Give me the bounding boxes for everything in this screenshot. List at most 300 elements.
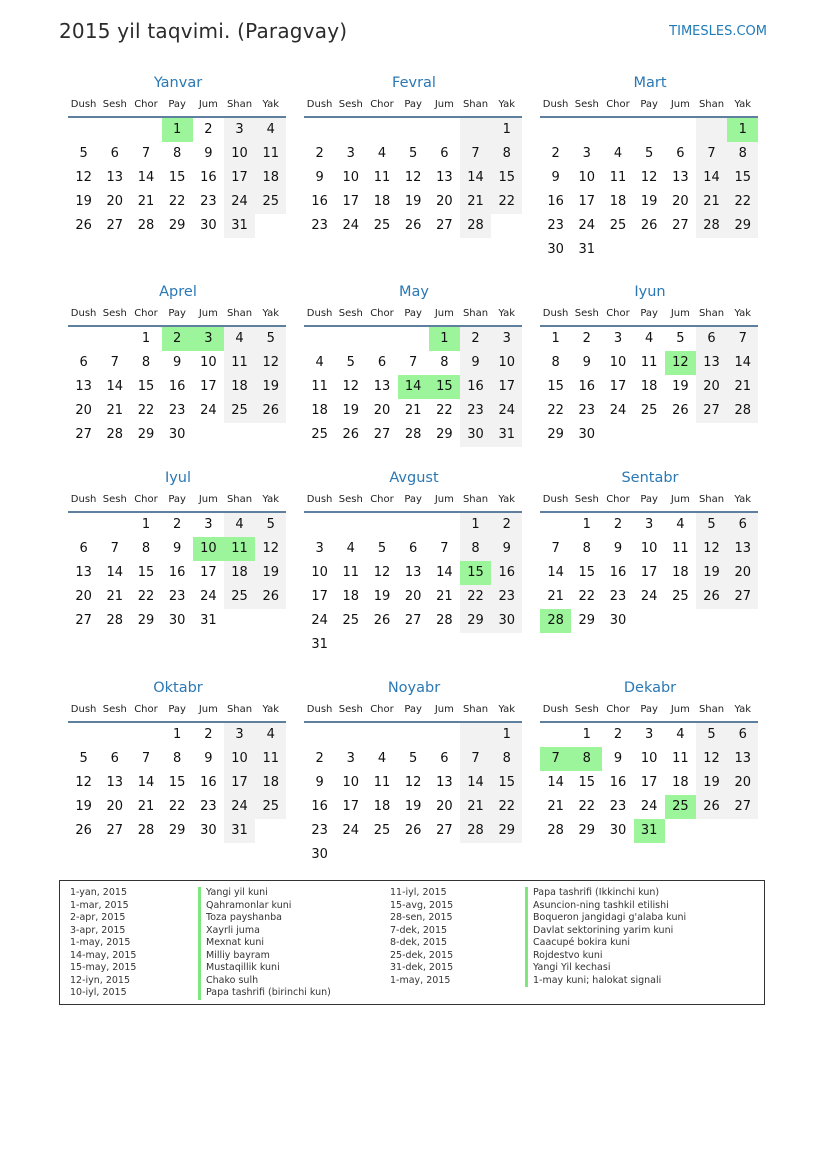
calendar-day[interactable]: 18 [672,775,689,790]
calendar-day[interactable]: 17 [342,799,360,814]
calendar-day[interactable]: 29 [578,823,596,838]
calendar-day[interactable]: 19 [696,771,727,795]
calendar-day[interactable]: 2 [315,751,324,766]
calendar-day[interactable]: 16 [609,565,627,580]
calendar-day[interactable]: 9 [173,355,182,370]
calendar-day[interactable]: 30 [491,609,522,633]
calendar-day[interactable]: 11 [255,747,286,771]
calendar-day[interactable]: 7 [141,751,151,766]
calendar-day[interactable]: 31 [491,423,522,447]
calendar-day[interactable]: 9 [613,751,623,766]
holiday-day[interactable]: 14 [398,375,429,399]
calendar-day[interactable]: 24 [342,218,360,233]
calendar-day[interactable]: 4 [377,146,387,161]
calendar-day[interactable]: 30 [609,823,627,838]
calendar-day[interactable]: 7 [460,142,491,166]
calendar-day[interactable]: 12 [696,747,727,771]
calendar-day[interactable]: 1 [141,517,151,532]
calendar-day[interactable]: 28 [460,214,491,238]
calendar-day[interactable]: 26 [696,585,727,609]
calendar-day[interactable]: 8 [173,751,182,766]
calendar-day[interactable]: 9 [173,541,182,556]
calendar-day[interactable]: 20 [436,799,453,814]
calendar-day[interactable]: 15 [727,166,758,190]
calendar-day[interactable]: 22 [137,403,155,418]
calendar-day[interactable]: 19 [342,403,360,418]
calendar-day[interactable]: 29 [137,613,155,628]
calendar-day[interactable]: 9 [582,355,591,370]
calendar-day[interactable]: 26 [75,218,92,233]
calendar-day[interactable]: 8 [173,146,182,161]
holiday-day[interactable]: 12 [665,351,696,375]
calendar-day[interactable]: 8 [460,537,491,561]
holiday-day[interactable]: 15 [429,375,460,399]
calendar-day[interactable]: 16 [168,379,186,394]
calendar-day[interactable]: 13 [106,775,124,790]
calendar-day[interactable]: 28 [106,613,124,628]
calendar-day[interactable]: 31 [311,637,328,652]
calendar-day[interactable]: 15 [168,775,186,790]
calendar-day[interactable]: 28 [727,399,758,423]
calendar-day[interactable]: 14 [137,775,155,790]
holiday-day[interactable]: 10 [193,537,224,561]
calendar-day[interactable]: 2 [613,727,623,742]
calendar-day[interactable]: 1 [141,331,151,346]
calendar-day[interactable]: 6 [696,327,727,351]
calendar-day[interactable]: 28 [404,427,422,442]
calendar-day[interactable]: 29 [168,823,186,838]
calendar-day[interactable]: 8 [141,541,151,556]
holiday-day[interactable]: 1 [727,118,758,142]
calendar-day[interactable]: 11 [609,170,627,185]
calendar-day[interactable]: 8 [440,355,449,370]
calendar-day[interactable]: 4 [224,327,255,351]
calendar-day[interactable]: 10 [342,170,360,185]
calendar-day[interactable]: 14 [106,565,124,580]
calendar-day[interactable]: 22 [547,403,564,418]
calendar-day[interactable]: 9 [613,541,623,556]
calendar-day[interactable]: 10 [640,541,658,556]
calendar-day[interactable]: 7 [460,747,491,771]
calendar-day[interactable]: 10 [342,775,360,790]
calendar-day[interactable]: 31 [224,214,255,238]
calendar-day[interactable]: 2 [204,727,213,742]
calendar-day[interactable]: 19 [75,799,92,814]
holiday-day[interactable]: 31 [634,819,665,843]
brand-link[interactable]: TIMESLES.COM [669,24,767,39]
calendar-day[interactable]: 31 [578,242,596,257]
calendar-day[interactable]: 6 [440,146,449,161]
calendar-day[interactable]: 19 [404,194,422,209]
calendar-day[interactable]: 6 [727,513,758,537]
holiday-day[interactable]: 15 [460,561,491,585]
calendar-day[interactable]: 5 [79,751,88,766]
calendar-day[interactable]: 22 [137,589,155,604]
calendar-day[interactable]: 12 [640,170,658,185]
calendar-day[interactable]: 13 [75,379,92,394]
holiday-day[interactable]: 11 [224,537,255,561]
calendar-day[interactable]: 15 [491,771,522,795]
calendar-day[interactable]: 9 [204,751,213,766]
calendar-day[interactable]: 24 [640,589,658,604]
calendar-day[interactable]: 27 [436,218,453,233]
calendar-day[interactable]: 24 [224,795,255,819]
calendar-day[interactable]: 2 [204,122,213,137]
calendar-day[interactable]: 16 [200,775,217,790]
calendar-day[interactable]: 1 [551,331,560,346]
calendar-day[interactable]: 25 [224,585,255,609]
calendar-day[interactable]: 10 [609,355,627,370]
calendar-day[interactable]: 24 [640,799,658,814]
calendar-day[interactable]: 19 [672,379,689,394]
holiday-day[interactable]: 25 [665,795,696,819]
calendar-day[interactable]: 10 [491,351,522,375]
calendar-day[interactable]: 3 [645,517,654,532]
calendar-day[interactable]: 26 [404,218,422,233]
calendar-day[interactable]: 4 [255,723,286,747]
calendar-day[interactable]: 27 [404,613,422,628]
calendar-day[interactable]: 12 [696,537,727,561]
calendar-day[interactable]: 15 [137,565,155,580]
calendar-day[interactable]: 4 [613,146,623,161]
calendar-day[interactable]: 27 [373,427,391,442]
calendar-day[interactable]: 11 [342,565,360,580]
calendar-day[interactable]: 21 [460,795,491,819]
calendar-day[interactable]: 29 [547,427,564,442]
calendar-day[interactable]: 25 [373,218,391,233]
calendar-day[interactable]: 3 [613,331,623,346]
calendar-day[interactable]: 13 [727,537,758,561]
calendar-day[interactable]: 8 [727,142,758,166]
calendar-day[interactable]: 5 [676,331,685,346]
calendar-day[interactable]: 26 [75,823,92,838]
calendar-day[interactable]: 17 [342,194,360,209]
calendar-day[interactable]: 23 [168,589,186,604]
calendar-day[interactable]: 3 [224,723,255,747]
calendar-day[interactable]: 2 [551,146,560,161]
calendar-day[interactable]: 31 [224,819,255,843]
calendar-day[interactable]: 13 [106,170,124,185]
calendar-day[interactable]: 15 [491,166,522,190]
calendar-day[interactable]: 25 [609,218,627,233]
calendar-day[interactable]: 18 [640,379,658,394]
calendar-day[interactable]: 24 [491,399,522,423]
calendar-day[interactable]: 3 [582,146,591,161]
calendar-day[interactable]: 20 [404,589,422,604]
calendar-day[interactable]: 26 [640,218,658,233]
calendar-day[interactable]: 1 [173,727,182,742]
calendar-day[interactable]: 26 [255,399,286,423]
calendar-day[interactable]: 13 [672,170,689,185]
calendar-day[interactable]: 14 [547,775,564,790]
calendar-day[interactable]: 25 [311,427,328,442]
calendar-day[interactable]: 20 [373,403,391,418]
calendar-day[interactable]: 1 [491,118,522,142]
calendar-day[interactable]: 29 [436,427,453,442]
calendar-day[interactable]: 2 [460,327,491,351]
calendar-day[interactable]: 1 [491,723,522,747]
calendar-day[interactable]: 23 [311,823,328,838]
calendar-day[interactable]: 18 [224,561,255,585]
calendar-day[interactable]: 16 [491,561,522,585]
calendar-day[interactable]: 10 [578,170,596,185]
calendar-day[interactable]: 21 [106,589,124,604]
calendar-day[interactable]: 28 [460,819,491,843]
calendar-day[interactable]: 27 [727,795,758,819]
calendar-day[interactable]: 16 [578,379,596,394]
calendar-day[interactable]: 27 [696,399,727,423]
holiday-day[interactable]: 28 [540,609,571,633]
calendar-day[interactable]: 3 [645,727,654,742]
calendar-day[interactable]: 17 [640,565,658,580]
calendar-day[interactable]: 2 [613,517,623,532]
holiday-day[interactable]: 2 [162,327,193,351]
calendar-day[interactable]: 18 [672,565,689,580]
calendar-day[interactable]: 2 [315,146,324,161]
calendar-day[interactable]: 13 [373,379,391,394]
calendar-day[interactable]: 6 [409,541,418,556]
calendar-day[interactable]: 23 [609,799,627,814]
calendar-day[interactable]: 26 [696,795,727,819]
holiday-day[interactable]: 1 [429,327,460,351]
calendar-day[interactable]: 11 [672,541,689,556]
calendar-day[interactable]: 26 [342,427,360,442]
calendar-day[interactable]: 12 [75,775,92,790]
calendar-day[interactable]: 5 [645,146,654,161]
calendar-day[interactable]: 12 [255,537,286,561]
calendar-day[interactable]: 15 [578,565,596,580]
calendar-day[interactable]: 25 [255,795,286,819]
calendar-day[interactable]: 20 [106,194,124,209]
calendar-day[interactable]: 7 [551,541,560,556]
calendar-day[interactable]: 18 [255,771,286,795]
calendar-day[interactable]: 13 [404,565,422,580]
calendar-day[interactable]: 13 [727,747,758,771]
calendar-day[interactable]: 29 [491,819,522,843]
calendar-day[interactable]: 14 [727,351,758,375]
calendar-day[interactable]: 22 [727,190,758,214]
calendar-day[interactable]: 28 [106,427,124,442]
calendar-day[interactable]: 3 [491,327,522,351]
calendar-day[interactable]: 15 [578,775,596,790]
calendar-day[interactable]: 23 [168,403,186,418]
calendar-day[interactable]: 4 [315,355,324,370]
calendar-day[interactable]: 29 [137,427,155,442]
calendar-day[interactable]: 6 [79,541,88,556]
calendar-day[interactable]: 20 [727,561,758,585]
calendar-day[interactable]: 23 [578,403,596,418]
calendar-day[interactable]: 24 [609,403,627,418]
calendar-day[interactable]: 18 [609,194,627,209]
calendar-day[interactable]: 17 [200,565,217,580]
calendar-day[interactable]: 17 [224,771,255,795]
calendar-day[interactable]: 28 [547,823,564,838]
calendar-day[interactable]: 6 [110,146,119,161]
calendar-day[interactable]: 14 [137,170,155,185]
calendar-day[interactable]: 12 [255,351,286,375]
calendar-day[interactable]: 7 [727,327,758,351]
calendar-day[interactable]: 14 [547,565,564,580]
calendar-day[interactable]: 29 [727,214,758,238]
calendar-day[interactable]: 9 [315,775,324,790]
calendar-day[interactable]: 28 [137,823,155,838]
calendar-day[interactable]: 8 [491,747,522,771]
calendar-day[interactable]: 12 [75,170,92,185]
calendar-day[interactable]: 29 [460,609,491,633]
calendar-day[interactable]: 17 [491,375,522,399]
calendar-day[interactable]: 13 [436,170,453,185]
calendar-day[interactable]: 3 [224,118,255,142]
calendar-day[interactable]: 20 [672,194,689,209]
calendar-day[interactable]: 16 [609,775,627,790]
calendar-day[interactable]: 10 [224,142,255,166]
calendar-day[interactable]: 30 [200,823,217,838]
calendar-day[interactable]: 26 [404,823,422,838]
calendar-day[interactable]: 4 [255,118,286,142]
calendar-day[interactable]: 30 [578,427,596,442]
calendar-day[interactable]: 20 [727,771,758,795]
calendar-day[interactable]: 12 [404,775,422,790]
calendar-day[interactable]: 22 [491,190,522,214]
calendar-day[interactable]: 14 [436,565,453,580]
holiday-day[interactable]: 8 [571,747,602,771]
calendar-day[interactable]: 9 [315,170,324,185]
calendar-day[interactable]: 20 [75,403,92,418]
calendar-day[interactable]: 5 [79,146,88,161]
calendar-day[interactable]: 22 [168,799,186,814]
calendar-day[interactable]: 6 [79,355,88,370]
calendar-day[interactable]: 18 [311,403,328,418]
calendar-day[interactable]: 7 [409,355,418,370]
calendar-day[interactable]: 24 [342,823,360,838]
calendar-day[interactable]: 6 [727,723,758,747]
calendar-day[interactable]: 13 [75,565,92,580]
calendar-day[interactable]: 13 [436,775,453,790]
calendar-day[interactable]: 6 [440,751,449,766]
calendar-day[interactable]: 19 [404,799,422,814]
holiday-day[interactable]: 1 [162,118,193,142]
calendar-day[interactable]: 21 [137,194,155,209]
calendar-day[interactable]: 19 [640,194,658,209]
calendar-day[interactable]: 9 [204,146,213,161]
calendar-day[interactable]: 4 [676,517,685,532]
calendar-day[interactable]: 6 [676,146,685,161]
calendar-day[interactable]: 23 [311,218,328,233]
calendar-day[interactable]: 15 [137,379,155,394]
calendar-day[interactable]: 11 [640,355,658,370]
calendar-day[interactable]: 21 [404,403,422,418]
calendar-day[interactable]: 30 [547,242,564,257]
calendar-day[interactable]: 8 [582,541,591,556]
calendar-day[interactable]: 10 [311,565,328,580]
calendar-day[interactable]: 11 [373,170,391,185]
calendar-day[interactable]: 14 [696,166,727,190]
calendar-day[interactable]: 9 [491,537,522,561]
calendar-day[interactable]: 24 [200,403,217,418]
calendar-day[interactable]: 9 [460,351,491,375]
calendar-day[interactable]: 8 [491,142,522,166]
calendar-day[interactable]: 19 [255,375,286,399]
calendar-day[interactable]: 21 [696,190,727,214]
calendar-day[interactable]: 11 [255,142,286,166]
calendar-day[interactable]: 6 [377,355,387,370]
calendar-day[interactable]: 27 [727,585,758,609]
calendar-day[interactable]: 3 [346,146,355,161]
calendar-day[interactable]: 16 [168,565,186,580]
calendar-day[interactable]: 20 [106,799,124,814]
calendar-day[interactable]: 27 [75,427,92,442]
calendar-day[interactable]: 18 [224,375,255,399]
calendar-day[interactable]: 23 [200,194,217,209]
calendar-day[interactable]: 21 [106,403,124,418]
calendar-day[interactable]: 30 [200,218,217,233]
calendar-day[interactable]: 4 [224,513,255,537]
calendar-day[interactable]: 12 [373,565,391,580]
calendar-day[interactable]: 5 [346,355,355,370]
calendar-day[interactable]: 2 [173,517,182,532]
calendar-day[interactable]: 19 [696,561,727,585]
calendar-day[interactable]: 14 [106,379,124,394]
calendar-day[interactable]: 24 [200,589,217,604]
calendar-day[interactable]: 19 [255,561,286,585]
calendar-day[interactable]: 22 [578,799,596,814]
calendar-day[interactable]: 27 [106,823,124,838]
calendar-day[interactable]: 30 [460,423,491,447]
calendar-day[interactable]: 24 [224,190,255,214]
calendar-day[interactable]: 10 [200,355,217,370]
calendar-day[interactable]: 24 [578,218,596,233]
calendar-day[interactable]: 27 [436,823,453,838]
calendar-day[interactable]: 25 [373,823,391,838]
calendar-day[interactable]: 27 [672,218,689,233]
calendar-day[interactable]: 13 [696,351,727,375]
calendar-day[interactable]: 18 [255,166,286,190]
calendar-day[interactable]: 27 [106,218,124,233]
calendar-day[interactable]: 10 [640,751,658,766]
holiday-day[interactable]: 7 [540,747,571,771]
calendar-day[interactable]: 22 [436,403,453,418]
calendar-day[interactable]: 14 [460,771,491,795]
calendar-day[interactable]: 12 [342,379,360,394]
calendar-day[interactable]: 5 [696,723,727,747]
calendar-day[interactable]: 25 [672,589,689,604]
calendar-day[interactable]: 17 [200,379,217,394]
calendar-day[interactable]: 6 [110,751,119,766]
calendar-day[interactable]: 10 [224,747,255,771]
calendar-day[interactable]: 23 [491,585,522,609]
calendar-day[interactable]: 5 [409,146,418,161]
calendar-day[interactable]: 22 [491,795,522,819]
calendar-day[interactable]: 11 [373,775,391,790]
calendar-day[interactable]: 28 [137,218,155,233]
calendar-day[interactable]: 16 [200,170,217,185]
calendar-day[interactable]: 1 [582,727,591,742]
calendar-day[interactable]: 24 [311,613,328,628]
calendar-day[interactable]: 19 [75,194,92,209]
calendar-day[interactable]: 7 [696,142,727,166]
calendar-day[interactable]: 20 [75,589,92,604]
calendar-day[interactable]: 21 [727,375,758,399]
calendar-day[interactable]: 28 [436,613,453,628]
calendar-day[interactable]: 8 [551,355,560,370]
calendar-day[interactable]: 3 [315,541,324,556]
calendar-day[interactable]: 18 [342,589,360,604]
calendar-day[interactable]: 1 [582,517,591,532]
calendar-day[interactable]: 30 [168,613,186,628]
calendar-day[interactable]: 23 [609,589,627,604]
calendar-day[interactable]: 30 [311,847,328,862]
calendar-day[interactable]: 26 [672,403,689,418]
